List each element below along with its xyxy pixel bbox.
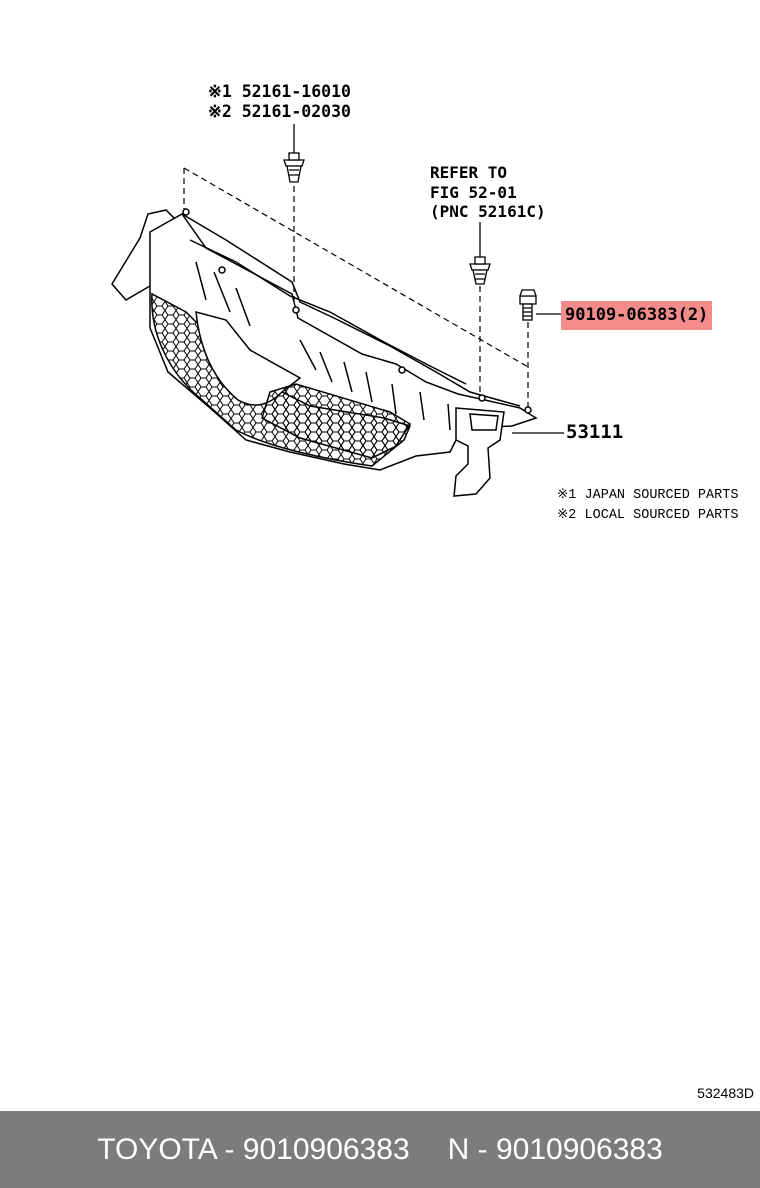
clip-part-local: ※2 52161-02030 — [208, 102, 351, 121]
grille-part-number[interactable]: 53111 — [566, 421, 624, 443]
refer-to-text: REFER TO — [430, 163, 508, 182]
refer-pnc-text: (PNC 52161C) — [430, 202, 546, 221]
footer-alt-part: N - 9010906383 — [447, 1132, 663, 1166]
bolt-90109-icon — [520, 290, 536, 320]
clip-52161c-icon — [470, 257, 490, 284]
sourcing-legend — [557, 486, 738, 525]
legend-local: ※2 LOCAL SOURCED PARTS — [557, 507, 739, 523]
clip-part-japan: ※1 52161-16010 — [208, 82, 351, 101]
footer-bar — [0, 1111, 760, 1188]
refer-fig-text: FIG 52-01 — [430, 182, 517, 202]
clip-part-numbers — [208, 82, 351, 122]
bolt-part-number-highlight[interactable]: 90109-06383(2) — [561, 301, 712, 330]
figure-code: 532483D — [697, 1085, 754, 1101]
legend-japan: ※1 JAPAN SOURCED PARTS — [557, 488, 739, 503]
figure-reference-note — [430, 163, 546, 222]
footer-toyota-part: TOYOTA - 9010906383 — [97, 1132, 410, 1166]
clip-52161-icon — [284, 153, 304, 182]
radiator-grille-icon — [112, 209, 536, 496]
